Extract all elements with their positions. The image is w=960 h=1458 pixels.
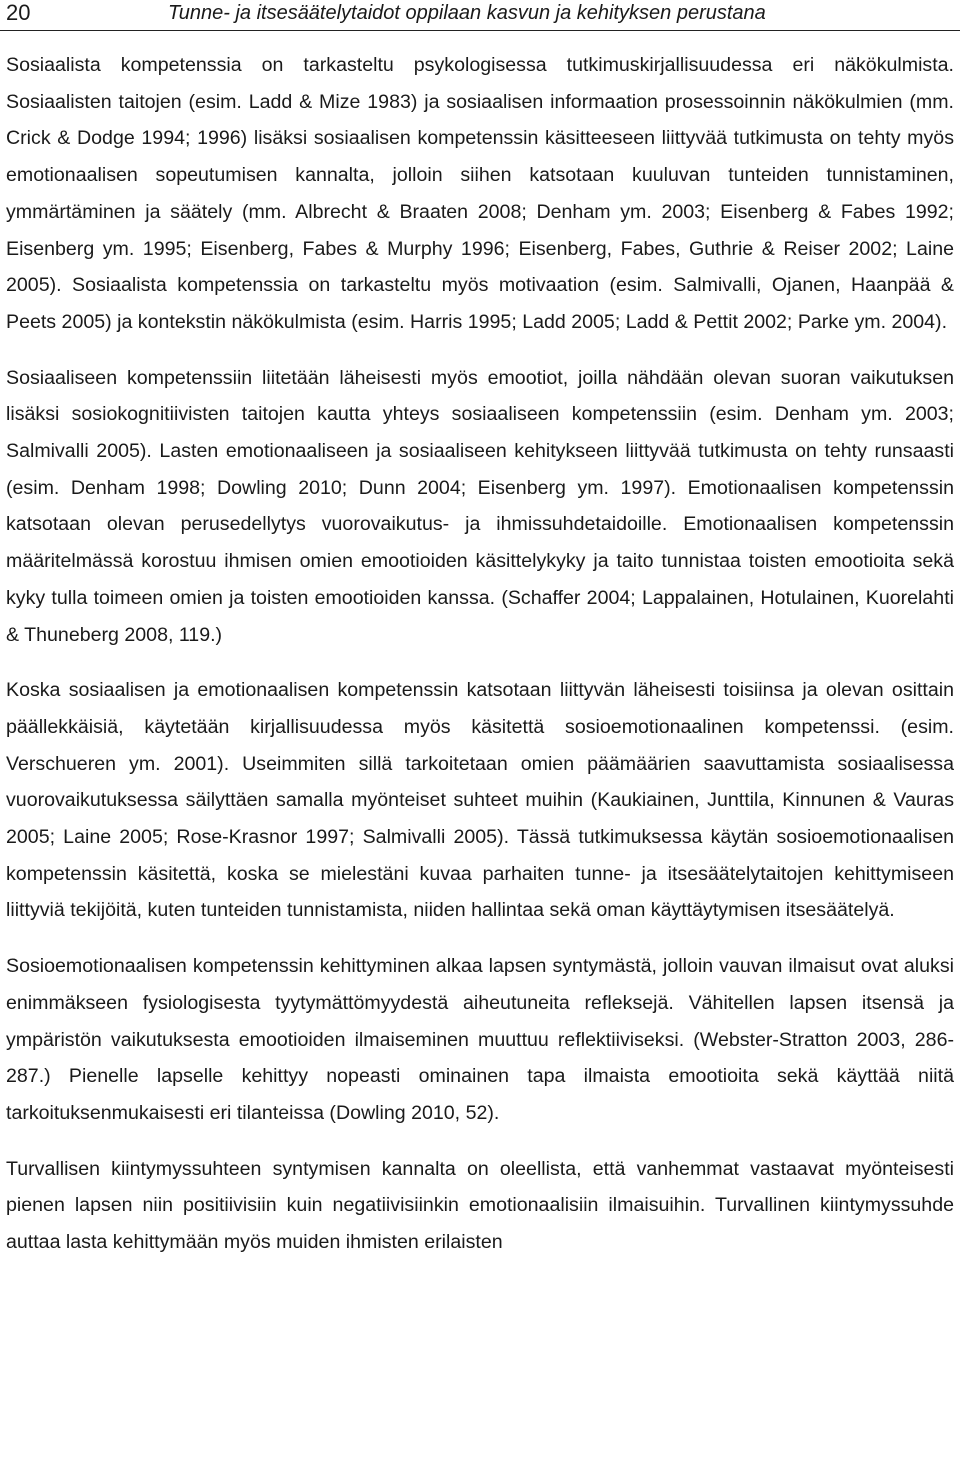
running-title: Tunne- ja itsesäätelytaidot oppilaan kasvun ja kehityksen perustana (168, 2, 766, 24)
paragraph-attachment: Turvallisen kiintymyssuhteen syntymisen kannalta on oleellista, että vanhemmat vastaavat myönteisesti pienen lapsen niin positiivisiin kuin negatiivisiinkin emotionaalisiin ilmaisuihin. Turvallinen kiintymyssuhde auttaa lasta kehittymään myös muiden ihmisten erilaisten (6, 1157, 954, 1254)
paragraph-socioemotional-competence: Koska sosiaalisen ja emotionaalisen kompetenssin katsotaan liittyvän läheisesti toisiinsa ja olevan osittain päällekkäisiä, käytetään kirjallisuudessa myös käsitettä sosioemotionaalinen kompetenssi. (esim. Verschueren ym. 2001). Useimmiten sillä tarkoitetaan omien päämäärien saavuttamista sosiaalisessa vuorovaikutuksessa säilyttäen samalla myönteiset suhteet muihin (Kaukiainen, Junttila, Kinnunen & Vauras 2005; Laine 2005; Rose-Krasnor 1997; Salmivalli 2005). Tässä tutkimuksessa käytän sosioemotionaalisen kompetenssin käsitettä, koska se mielestäni kuvaa parhaiten tunne- ja itsesäätelytaitojen kehittymiseen liittyviä tekijöitä, kuten tunteiden tunnistamista, niiden hallintaa sekä oman käyttäytymisen itsesäätelyä. (6, 679, 954, 922)
page-header (0, 0, 960, 34)
paragraph-social-competence: Sosiaalista kompetenssia on tarkasteltu psykologisessa tutkimuskirjallisuudessa eri näkökulmista. Sosiaalisten taitojen (esim. Ladd & Mize 1983) ja sosiaalisen informaation prosessoinnin näkökulmien (mm. Crick & Dodge 1994; 1996) lisäksi sosiaalisen kompetenssin käsitteeseen liittyvää tutkimusta on tehty myös emotionaalisen sopeutumisen kannalta, jolloin siihen katsotaan kuuluvan tunteiden tunnistaminen, ymmärtäminen ja säätely (mm. Albrecht & Braaten 2008; Denham ym. 2003; Eisenberg & Fabes 1992; Eisenberg ym. 1995; Eisenberg, Fabes & Murphy 1996; Eisenberg, Fabes, Guthrie & Reiser 2002; Laine 2005). Sosiaalista kompetenssia on tarkasteltu myös motivaation (esim. Salmivalli, Ojanen, Haanpää & Peets 2005) ja kontekstin näkökulmista (esim. Harris 1995; Ladd 2005; Ladd & Pettit 2002; Parke ym. 2004). (6, 54, 954, 333)
body-text (6, 47, 954, 1261)
paragraph-development: Sosioemotionaalisen kompetenssin kehittyminen alkaa lapsen syntymästä, jolloin vauvan ilmaisut ovat aluksi enimmäkseen fysiologisesta tyytymättömyydestä aiheutuneita refleksejä. Vähitellen lapsen itsensä ja ympäristön vaikutuksesta emootioiden ilmaiseminen muuttuu reflektiiviseksi. (Webster-Stratton 2003, 286-287.) Pienelle lapselle kehittyy nopeasti ominainen tapa ilmaista emootioita sekä käyttää niitä tarkoituksenmukaisesti eri tilanteissa (Dowling 2010, 52). (6, 955, 954, 1124)
paragraph-emotions: Sosiaaliseen kompetenssiin liitetään läheisesti myös emootiot, joilla nähdään olevan suoran vaikutuksen lisäksi sosiokognitiivisten taitojen kautta yhteys sosiaaliseen kompetenssiin (esim. Denham ym. 2003; Salmivalli 2005). Lasten emotionaaliseen ja sosiaaliseen kehitykseen liittyvää tutkimusta on tehty runsaasti (esim. Denham 1998; Dowling 2010; Dunn 2004; Eisenberg ym. 1997). Emotionaalisen kompetenssin katsotaan olevan perusedellytys vuorovaikutus- ja ihmissuhdetaidoille. Emotionaalisen kompetenssin määritelmässä korostuu ihmisen omien emootioiden käsittelykyky ja taito tunnistaa toisten emootioita sekä kyky tulla toimeen omien ja toisten emootioiden kanssa. (Schaffer 2004; Lappalainen, Hotulainen, Kuorelahti & Thuneberg 2008, 119.) (6, 366, 954, 646)
page-number: 20 (6, 0, 31, 25)
header-rule (0, 30, 960, 31)
